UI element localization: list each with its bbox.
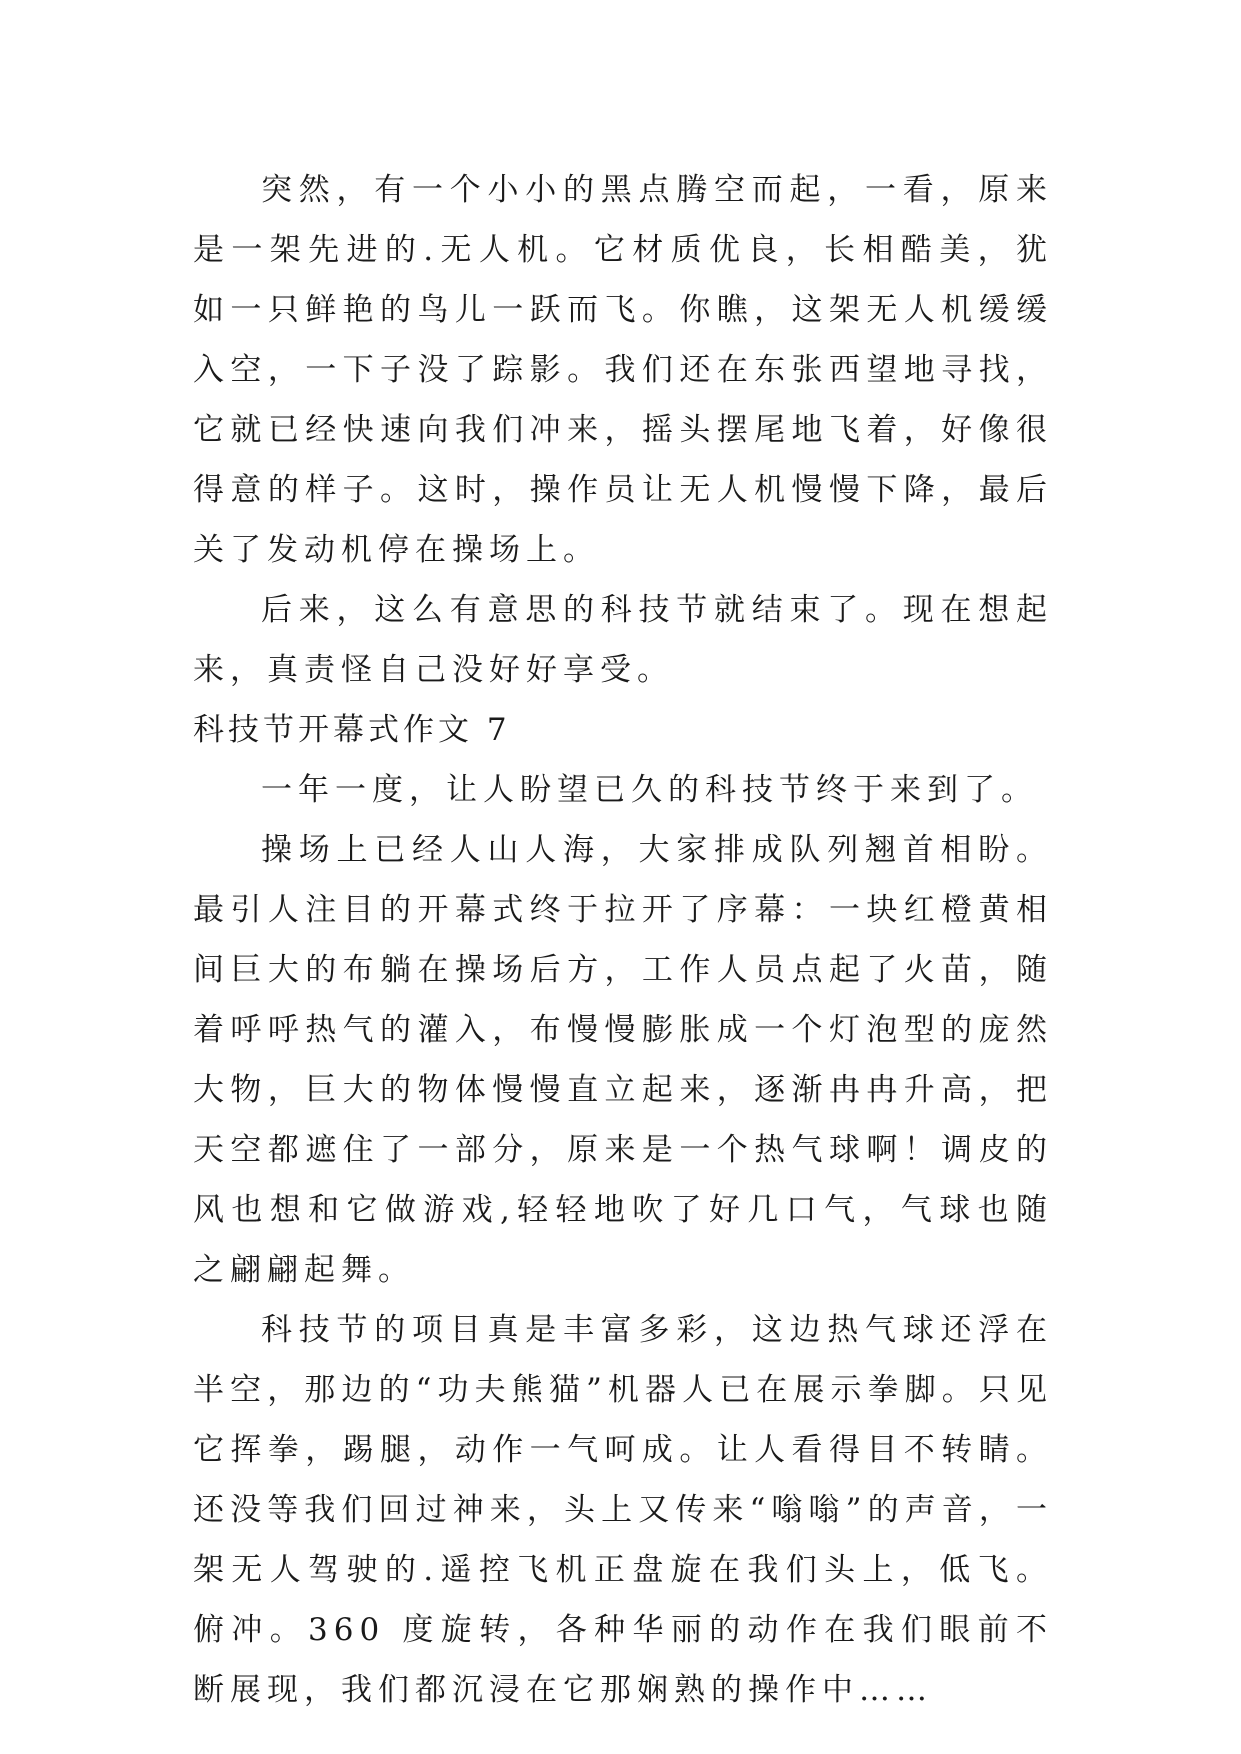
paragraph-hot-air-balloon: 操场上已经人山人海，大家排成队列翘首相盼。最引人注目的开幕式终于拉开了序幕：一块红橙黄相间巨大的布躺在操场后方，工作人员点起了火苗，随着呼呼热气的灌入，布慢慢膨胀成一个灯泡型的庞然大物，巨大的物体慢慢直立起来，逐渐冉冉升高，把天空都遮住了一部分，原来是一个热气球啊！调皮的风也想和它做游戏,轻轻地吹了好几口气，气球也随之翩翩起舞。: [193, 832, 1053, 1288]
paragraph-drone: 突然，有一个小小的黑点腾空而起，一看，原来是一架先进的.无人机。它材质优良，长相酷美，犹如一只鲜艳的鸟儿一跃而飞。你瞧，这架无人机缓缓入空，一下子没了踪影。我们还在东张西望地寻找，它就已经快速向我们冲来，摇头摆尾地飞着，好像很得意的样子。这时，操作员让无人机慢慢下降，最后关了发动机停在操场上。: [193, 172, 1053, 568]
document-body: [193, 160, 1053, 1720]
paragraph-ending: 后来，这么有意思的科技节就结束了。现在想起来，真责怪自己没好好享受。: [193, 592, 1053, 688]
essay-heading: 科技节开幕式作文 7: [193, 712, 511, 748]
paragraph-robots: 科技节的项目真是丰富多彩，这边热气球还浮在半空，那边的“功夫熊猫”机器人已在展示拳脚。只见它挥拳，踢腿，动作一气呵成。让人看得目不转睛。还没等我们回过神来，头上又传来“嗡嗡”的声音，一架无人驾驶的.遥控飞机正盘旋在我们头上，低飞。俯冲。360 度旋转，各种华丽的动作在我们眼前不断展现，我们都沉浸在它那娴熟的操作中……: [193, 1312, 1053, 1708]
paragraph-intro: 一年一度，让人盼望已久的科技节终于来到了。: [261, 772, 1038, 808]
